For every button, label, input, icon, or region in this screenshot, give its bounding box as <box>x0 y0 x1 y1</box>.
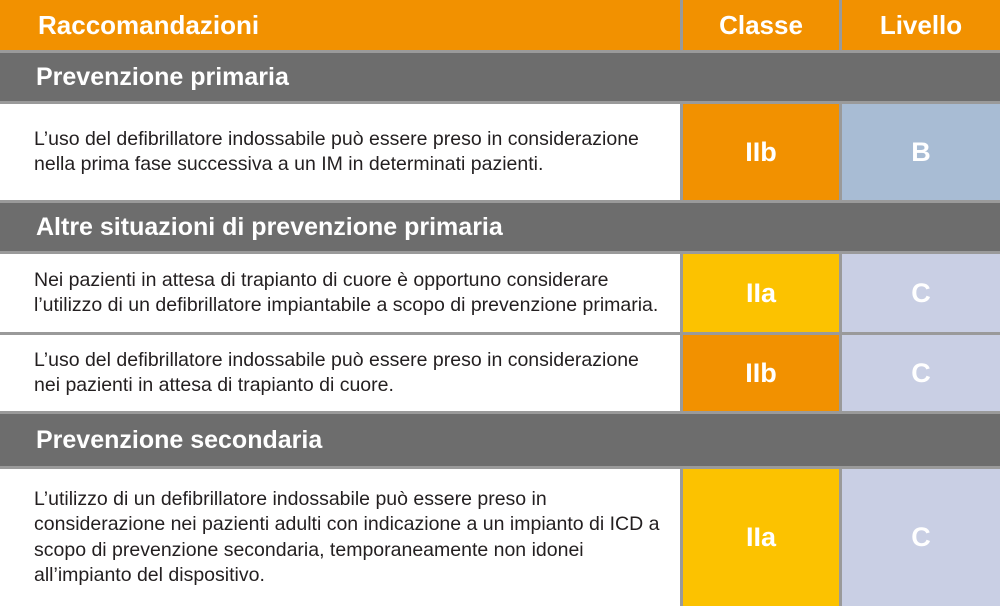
recommendation-text <box>0 469 680 606</box>
table-row <box>0 335 1000 411</box>
class-badge: IIb <box>683 104 839 200</box>
header-level: Livello <box>842 0 1000 50</box>
class-badge: IIa <box>683 469 839 606</box>
recommendation-text <box>0 335 680 411</box>
recommendation-text <box>0 104 680 200</box>
level-badge: B <box>842 104 1000 200</box>
header-class: Classe <box>683 0 839 50</box>
section-title-secondary-prevention: Prevenzione secondaria <box>0 414 1000 466</box>
recommendation-paragraph: Nei pazienti in attesa di trapianto di cuore è opportuno considerare l’utilizzo di un defibrillatore impiantabile a scopo di prevenzione primaria. <box>34 268 659 316</box>
table-row <box>0 104 1000 200</box>
level-badge: C <box>842 254 1000 332</box>
table-row <box>0 254 1000 332</box>
recommendation-text <box>0 254 680 332</box>
class-badge: IIa <box>683 254 839 332</box>
table-row <box>0 469 1000 606</box>
section-title-other-primary-prevention: Altre situazioni di prevenzione primaria <box>0 203 1000 251</box>
recommendation-paragraph: L’uso del defibrillatore indossabile può essere preso in considerazione nei pazienti in attesa di trapianto di cuore. <box>34 348 639 396</box>
section-title-primary-prevention: Prevenzione primaria <box>0 53 1000 101</box>
table-header-row <box>0 0 1000 50</box>
header-recommendations: Raccomandazioni <box>0 0 680 50</box>
recommendation-paragraph: L’utilizzo di un defibrillatore indossabile può essere preso in considerazione nei pazienti adulti con indicazione a un impianto di ICD a scopo di prevenzione secondaria, temporaneamente non idonei all’impianto del dispositivo. <box>34 487 660 586</box>
level-badge: C <box>842 469 1000 606</box>
class-badge: IIb <box>683 335 839 411</box>
recommendation-paragraph: L’uso del defibrillatore indossabile può essere preso in considerazione nella prima fase successiva a un IM in determinati pazienti. <box>34 127 639 175</box>
level-badge: C <box>842 335 1000 411</box>
